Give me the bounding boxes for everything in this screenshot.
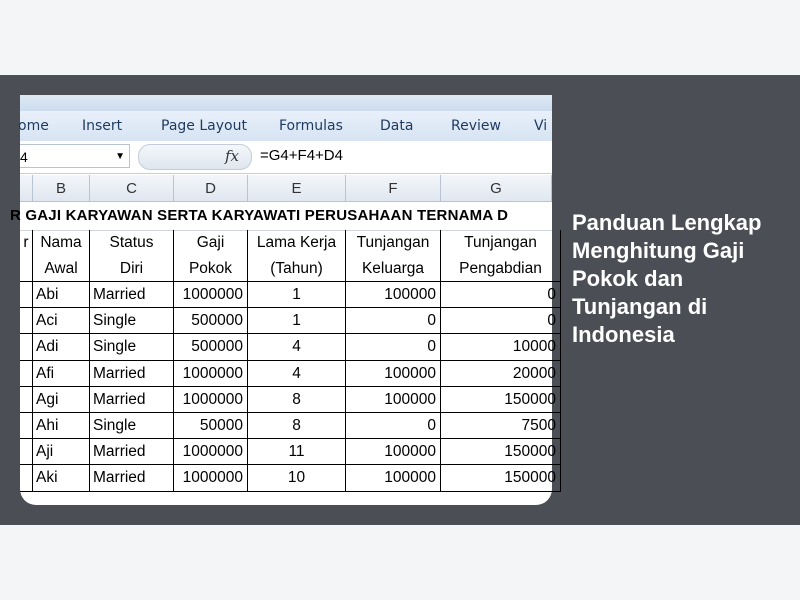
table-cell[interactable] <box>20 361 33 387</box>
table-cell[interactable]: 1000000 <box>174 361 248 387</box>
name-box[interactable] <box>20 144 130 168</box>
table-cell[interactable]: Aki <box>33 465 90 491</box>
table-cell[interactable]: 1 <box>248 308 346 334</box>
formula-bar <box>20 141 552 174</box>
table-cell[interactable]: Afi <box>33 361 90 387</box>
table-cell[interactable]: Married <box>90 387 174 413</box>
table-cell[interactable]: Aci <box>33 308 90 334</box>
table-cell[interactable] <box>20 308 33 334</box>
header-status-diri-line: Diri <box>119 260 144 277</box>
table-cell[interactable]: Ahi <box>33 413 90 439</box>
table-cell[interactable]: Aji <box>33 439 90 465</box>
table-cell[interactable]: Single <box>90 334 174 360</box>
formula-controls <box>138 144 252 170</box>
table-cell[interactable]: Single <box>90 308 174 334</box>
table-cell[interactable]: 4 <box>248 334 346 360</box>
column-header-f[interactable]: F <box>346 175 441 202</box>
table-cell[interactable]: 150000 <box>441 387 561 413</box>
table-cell[interactable]: 150000 <box>441 465 561 491</box>
sheet-title: R GAJI KARYAWAN SERTA KARYAWATI PERUSAHAAN TERNAMA D <box>10 207 509 224</box>
column-header-a[interactable] <box>20 175 33 202</box>
header-tunjangan-pengabdian-line: Tunjangan <box>464 234 537 251</box>
table-cell[interactable]: Married <box>90 361 174 387</box>
table-cell[interactable]: 8 <box>248 413 346 439</box>
article-headline: Panduan Lengkap Menghitung Gaji Pokok dan Tunjangan di Indonesia <box>572 210 762 347</box>
header-gaji-pokok[interactable] <box>174 230 248 282</box>
table-cell[interactable]: 0 <box>441 308 561 334</box>
table-cell[interactable]: 1000000 <box>174 465 248 491</box>
table-cell[interactable]: 100000 <box>346 361 441 387</box>
table-cell[interactable]: 500000 <box>174 308 248 334</box>
header-lama-kerja-line: (Tahun) <box>270 260 323 277</box>
header-tunjangan-keluarga[interactable] <box>346 230 441 282</box>
sheet-title-row <box>10 202 552 231</box>
column-header-c[interactable]: C <box>90 175 174 202</box>
tab-review[interactable]: Review <box>451 118 501 134</box>
table-cell[interactable]: 50000 <box>174 413 248 439</box>
header-tunjangan-pengabdian[interactable] <box>441 230 561 282</box>
name-box-value: 4 <box>20 149 28 165</box>
table-cell[interactable]: 500000 <box>174 334 248 360</box>
table-cell[interactable]: 0 <box>346 413 441 439</box>
header-lama-kerja[interactable] <box>248 230 346 282</box>
table-cell[interactable]: 10 <box>248 465 346 491</box>
header-nama-awal-line: Nama <box>40 234 82 251</box>
table-cell[interactable]: 4 <box>248 361 346 387</box>
tab-insert[interactable]: Insert <box>82 118 123 134</box>
table-cell[interactable]: 100000 <box>346 439 441 465</box>
article-banner <box>0 75 800 525</box>
table-cell[interactable] <box>20 465 33 491</box>
header-tunjangan-keluarga-line: Tunjangan <box>356 234 430 251</box>
table-cell[interactable] <box>20 282 33 308</box>
header-row-label-line: r <box>23 234 29 251</box>
table-cell[interactable]: 100000 <box>346 465 441 491</box>
table-cell[interactable]: 1 <box>248 282 346 308</box>
column-header-g[interactable]: G <box>441 175 552 202</box>
table-cell[interactable]: 0 <box>441 282 561 308</box>
tab-formulas[interactable]: Formulas <box>279 118 343 134</box>
header-gaji-pokok-line: Pokok <box>188 260 233 277</box>
table-cell[interactable]: Agi <box>33 387 90 413</box>
table-cell[interactable]: Abi <box>33 282 90 308</box>
table-cell[interactable]: Single <box>90 413 174 439</box>
table-cell[interactable]: 11 <box>248 439 346 465</box>
ribbon-tabs <box>20 111 552 142</box>
table-cell[interactable]: 1000000 <box>174 282 248 308</box>
table-cell[interactable]: Adi <box>33 334 90 360</box>
table-cell[interactable]: 7500 <box>441 413 561 439</box>
header-tunjangan-keluarga-line: Keluarga <box>361 260 425 277</box>
table-cell[interactable]: Married <box>90 282 174 308</box>
table-cell[interactable]: 100000 <box>346 387 441 413</box>
table-cell[interactable] <box>20 439 33 465</box>
table-cell[interactable]: 0 <box>346 308 441 334</box>
column-header-e[interactable]: E <box>248 175 346 202</box>
header-status-diri[interactable] <box>90 230 174 282</box>
table-cell[interactable]: 1000000 <box>174 387 248 413</box>
table-cell[interactable]: 1000000 <box>174 439 248 465</box>
header-nama-awal-line: Awal <box>44 260 78 277</box>
tab-data[interactable]: Data <box>380 118 414 134</box>
header-nama-awal[interactable] <box>33 230 90 282</box>
title-bar <box>20 95 552 111</box>
header-row-label[interactable] <box>20 230 33 282</box>
spreadsheet-screenshot <box>10 95 556 505</box>
function-icon[interactable]: fx <box>225 147 240 165</box>
tab-page-layout[interactable]: Page Layout <box>161 118 247 134</box>
table-cell[interactable] <box>20 413 33 439</box>
header-tunjangan-pengabdian-line: Pengabdian <box>459 260 542 277</box>
table-cell[interactable]: 0 <box>346 334 441 360</box>
header-lama-kerja-line: Lama Kerja <box>256 234 337 251</box>
table-cell[interactable]: Married <box>90 439 174 465</box>
header-status-diri-line: Status <box>109 234 154 251</box>
tab-home[interactable]: ome <box>18 118 49 134</box>
formula-input[interactable]: =G4+F4+D4 <box>260 147 343 164</box>
table-cell[interactable]: 8 <box>248 387 346 413</box>
table-cell[interactable]: 100000 <box>346 282 441 308</box>
table-cell[interactable]: Married <box>90 465 174 491</box>
table-cell[interactable] <box>20 387 33 413</box>
column-header-b[interactable]: B <box>33 175 90 202</box>
header-gaji-pokok-line: Gaji <box>196 234 225 251</box>
table-cell[interactable]: 20000 <box>441 361 561 387</box>
table-cell[interactable] <box>20 334 33 360</box>
table-cell[interactable]: 10000 <box>441 334 561 360</box>
tab-view[interactable]: Vi <box>534 118 548 134</box>
table-cell[interactable]: 150000 <box>441 439 561 465</box>
chevron-down-icon[interactable]: ▼ <box>115 151 125 162</box>
column-header-d[interactable]: D <box>174 175 248 202</box>
